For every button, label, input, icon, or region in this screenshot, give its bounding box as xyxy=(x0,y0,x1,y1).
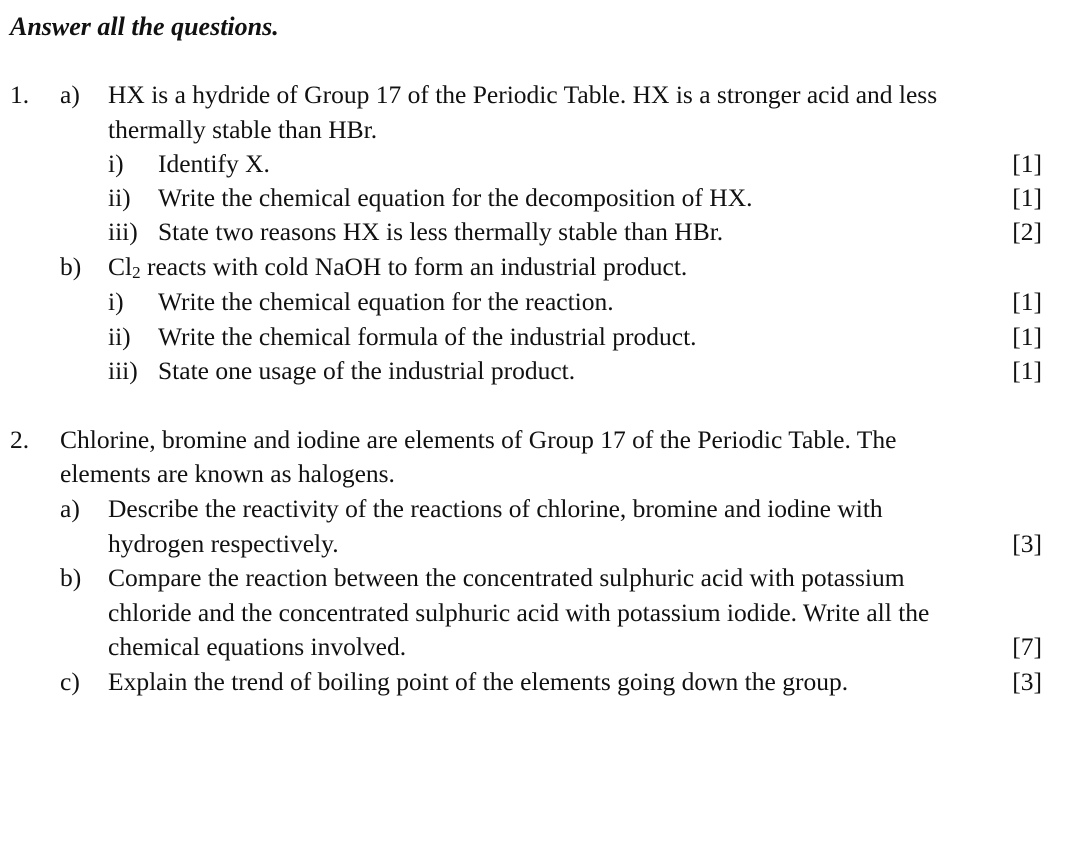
part-text: Compare the reaction between the concentrated sulphuric acid with potassium xyxy=(108,563,905,592)
marks: [7] xyxy=(1012,632,1042,661)
question-number: 1. xyxy=(10,80,30,109)
subpart-text: State two reasons HX is less thermally stable than HBr. xyxy=(158,217,724,246)
part-text: Describe the reactivity of the reactions of chlorine, bromine and iodine with xyxy=(108,494,883,523)
question-text: elements are known as halogens. xyxy=(60,459,395,488)
subpart-label: ii) xyxy=(108,322,131,351)
marks: [3] xyxy=(1012,667,1042,696)
question-number: 2. xyxy=(10,425,30,454)
subpart-label: ii) xyxy=(108,183,131,212)
question-text: Chlorine, bromine and iodine are elements of Group 17 of the Periodic Table. The xyxy=(60,425,897,454)
subpart-text: Write the chemical formula of the industrial product. xyxy=(158,322,697,351)
question-text: HX is a hydride of Group 17 of the Periodic Table. HX is a stronger acid and less xyxy=(108,80,938,109)
subpart-text: State one usage of the industrial product. xyxy=(158,356,576,385)
part-text: chloride and the concentrated sulphuric acid with potassium iodide. Write all the xyxy=(108,598,930,627)
subpart-label: i) xyxy=(108,287,124,316)
question-text: thermally stable than HBr. xyxy=(108,115,378,144)
part-label: b) xyxy=(60,252,82,281)
part-label: c) xyxy=(60,667,80,696)
part-label: a) xyxy=(60,494,80,523)
subpart-label: i) xyxy=(108,149,124,178)
marks: [1] xyxy=(1012,287,1042,316)
part-text: Explain the trend of boiling point of the elements going down the group. xyxy=(108,667,849,696)
subpart-label: iii) xyxy=(108,356,138,385)
question-text xyxy=(108,250,687,284)
marks: [1] xyxy=(1012,356,1042,385)
marks: [1] xyxy=(1012,183,1042,212)
subpart-text: Write the chemical equation for the decomposition of HX. xyxy=(158,183,753,212)
subscript: 2 xyxy=(132,263,141,282)
part-text: hydrogen respectively. xyxy=(108,529,339,558)
stem-rest: reacts with cold NaOH to form an industrial product. xyxy=(140,252,688,281)
marks: [1] xyxy=(1012,149,1042,178)
subpart-text: Write the chemical equation for the reaction. xyxy=(158,287,614,316)
part-text: chemical equations involved. xyxy=(108,632,407,661)
part-label: b) xyxy=(60,563,82,592)
part-label: a) xyxy=(60,80,80,109)
subpart-label: iii) xyxy=(108,217,138,246)
marks: [2] xyxy=(1012,217,1042,246)
instructions-heading: Answer all the questions. xyxy=(10,12,279,41)
marks: [1] xyxy=(1012,322,1042,351)
formula-cl: Cl xyxy=(108,252,133,281)
marks: [3] xyxy=(1012,529,1042,558)
subpart-text: Identify X. xyxy=(158,149,270,178)
